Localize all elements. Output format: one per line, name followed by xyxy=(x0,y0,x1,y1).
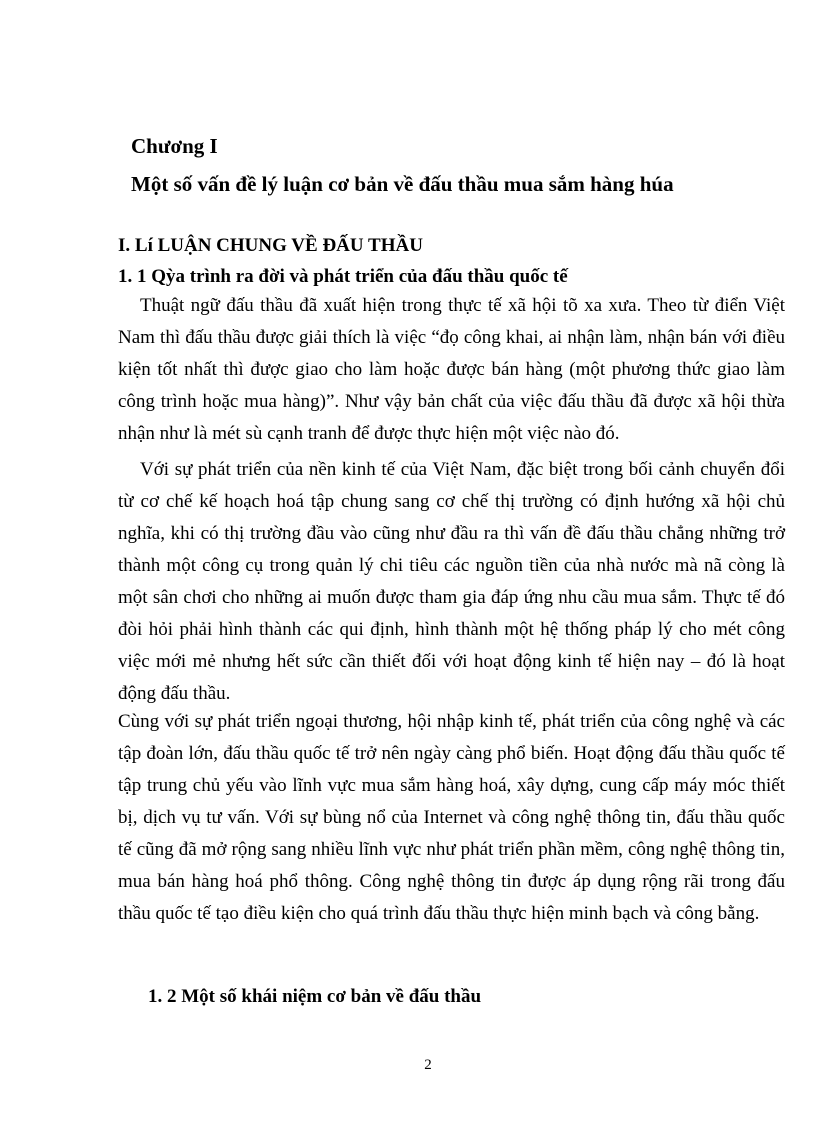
page-number: 2 xyxy=(424,1057,432,1073)
subsection-heading-1-1: 1. 1 Qỳa trình ra đời và phát triển của đấu thầu quốc tế xyxy=(118,266,568,287)
section-heading: I. Lí LUẬN CHUNG VỀ ĐẤU THẦU xyxy=(118,235,423,256)
chapter-title: Một số vấn đề lý luận cơ bản về đấu thầu mua sắm hàng húa xyxy=(131,172,674,196)
paragraph-text: Thuật ngữ đấu thầu đã xuất hiện trong thực tế xã hội tõ xa xưa. Theo từ điển Việt Nam thì đấu thầu được giải thích là việc “đọ công khai, ai nhận làm, nhận bán với điều kiện tốt nhất thì được giao cho làm hoặc được bán hàng (một phương thức giao làm công trình hoặc mua hàng)”. Như vậy bản chất của việc đấu thầu đã được xã hội thừa nhận như là mét sù cạnh tranh để được thực hiện một việc nào đó. xyxy=(118,295,785,444)
paragraph-1 xyxy=(118,290,785,450)
paragraph-text: Với sự phát triển của nền kinh tế của Việt Nam, đặc biệt trong bối cảnh chuyển đổi từ cơ chế kế hoạch hoá tập chung sang cơ chế thị trường có định hướng xã hội chủ nghĩa, khi có thị trường đầu vào cũng như đầu ra thì vấn đề đấu thầu chẳng những trở thành một công cụ trong quản lý chi tiêu các nguồn tiền của nhà nước mà nã còng là một sân chơi cho những ai muốn được tham gia đáp ứng nhu cầu mua sắm. Thực tế đó đòi hỏi phải hình thành các qui định, hình thành một hệ thống pháp lý cho mét công việc mới mẻ nhưng hết sức cần thiết đối với hoạt động kinh tế hiện nay – đó là hoạt động đấu thầu. xyxy=(118,459,785,704)
paragraph-3 xyxy=(118,706,785,930)
paragraph-2 xyxy=(118,454,785,710)
chapter-label: Chương I xyxy=(131,134,218,158)
paragraph-text: Cùng với sự phát triển ngoại thương, hội nhập kinh tế, phát triển của công nghệ và các tập đoàn lớn, đấu thầu quốc tế trở nên ngày càng phổ biến. Hoạt động đấu thầu quốc tế tập trung chủ yếu vào lĩnh vực mua sắm hàng hoá, xây dựng, cung cấp máy móc thiết bị, dịch vụ tư vấn. Với sự bùng nổ của Internet và công nghệ thông tin, đấu thầu quốc tế cũng đã mở rộng sang nhiều lĩnh vực như phát triển phần mềm, công nghệ thông tin, mua bán hàng hoá phổ thông. Công nghệ thông tin được áp dụng rộng rãi trong đấu thầu quốc tế tạo điều kiện cho quá trình đấu thầu thực hiện minh bạch và công bằng. xyxy=(118,711,785,924)
subsection-heading-1-2: 1. 2 Một số khái niệm cơ bản về đấu thầu xyxy=(148,986,482,1007)
